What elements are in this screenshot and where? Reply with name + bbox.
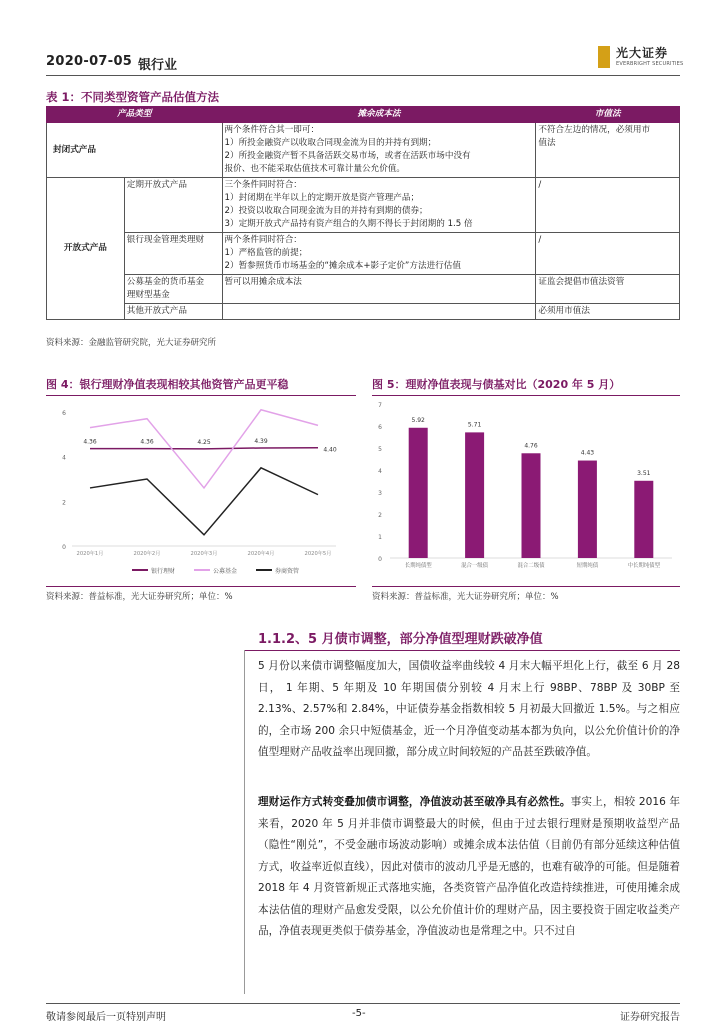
cell-line: 两个条件符合其一即可：	[224, 125, 320, 135]
brand-logo	[598, 44, 684, 72]
paragraph-1: 5 月份以来债市调整幅度加大，国债收益率曲线较 4 月末大幅平坦化上行，截至 6 月 28 日， 1 年期、5 年期及 10 年期国债分别较 4 月末上行 98BP、78BP 及 30BP 至 2.13%、2.57%和 2.84%，中证债券基金指数相较 5 月初最大回撤近 1.5%。与之相应的，全市场 200 余只中短债基金，近一个月净值变动基本都为负向，以公允价值计价的净值型理财产品收益率出现回撤，部分成立时间较短的产品甚至跌破净值。	[258, 660, 680, 758]
x-tick-label: 2020年4月	[247, 551, 275, 557]
bar	[409, 428, 428, 558]
y-tick-label: 0	[62, 544, 66, 551]
paragraph-2-body: 事实上，相较 2016 年来看，2020 年 5 月并非债市调整最大的时候，但由于过去银行理财是预期收益型产品（隐性“刚兑”，不受金融市场波动影响）或摊余成本法估值（目前仍有部分延续这种估值方式，收益率近似直线），因此对债市的波动几乎是无感的，也难有破净的可能。但是随着 2018 年 4 月资管新规正式落地实施，各类资管产品净值化改造持续推进，可使用摊余成本法估值的理财产品愈发受限，以公允价值计价的理财产品，因主要投资于固定收益类产品，净值表现更类似于债券基金，净值波动也是常理之中。只不过自	[258, 796, 681, 937]
footer-report-type: 证券研究报告	[620, 1012, 680, 1023]
cell-line: 两个条件同时符合：	[224, 235, 302, 245]
open-sub-label: 其他开放式产品	[124, 304, 222, 320]
data-label: 4.40	[323, 446, 337, 454]
valuation-table	[46, 106, 680, 320]
open-amortized-cell	[222, 233, 536, 275]
open-amortized-cell	[222, 304, 536, 320]
cell-line: 理财型基金	[126, 290, 170, 300]
paragraph-2-lead: 理财运作方式转变叠加债市调整，净值波动甚至破净具有必然性。	[258, 796, 571, 808]
x-tick-label: 长期纯债型	[404, 563, 432, 569]
paragraph-2	[258, 792, 680, 943]
cell-line: 2）投资以收取合同现金流为目的并持有到期的债券；	[224, 206, 428, 216]
cell-line: 2）所投金融资产暂不具备活跃交易市场，或者在活跃市场中没有	[224, 151, 471, 161]
open-product-label: 开放式产品	[47, 178, 125, 320]
figure5-rule	[372, 395, 680, 396]
figure5-bottom-rule	[372, 586, 680, 587]
y-tick-label: 3	[378, 490, 382, 497]
open-sub-label	[124, 275, 222, 304]
bar-value-label: 3.51	[637, 469, 651, 477]
figure4-source: 资料来源：普益标准，光大证券研究所；单位：%	[46, 592, 233, 602]
report-date: 2020-07-05	[46, 54, 133, 69]
x-tick-label: 混合一级债	[461, 563, 489, 569]
header-amortized-cost: 摊余成本法	[222, 107, 536, 123]
open-market-cell: /	[536, 178, 680, 233]
y-tick-label: 4	[378, 468, 382, 475]
figure4-rule	[46, 395, 356, 396]
footer-rule	[46, 1003, 680, 1004]
section-heading: 1.1.2、5 月债市调整，部分净值型理财跌破净值	[258, 632, 543, 647]
cell-line: 1）封闭期在半年以上的定期开放是资产管理产品；	[224, 193, 420, 203]
data-label: 4.25	[197, 438, 211, 446]
open-amortized-cell	[222, 178, 536, 233]
x-tick-label: 2020年5月	[304, 551, 332, 557]
cell-line: 1）所投金融资产以收取合同现金流为目的并持有到期；	[224, 138, 437, 148]
table-row	[47, 233, 680, 275]
bar-value-label: 4.43	[580, 449, 595, 457]
y-tick-label: 6	[378, 424, 382, 431]
open-market-cell: /	[536, 233, 680, 275]
cell-line: 不符合左边的情况，必须用市	[538, 125, 651, 135]
y-tick-label: 0	[378, 556, 382, 563]
legend-label: 公募基金	[213, 568, 238, 575]
open-market-cell: 必须用市值法	[536, 304, 680, 320]
table1-title: 表 1：不同类型资管产品估值方法	[46, 90, 220, 104]
open-sub-label: 定期开放式产品	[124, 178, 222, 233]
figure4-title: 图 4：银行理财净值表现相较其他资管产品更平稳	[46, 378, 289, 391]
cell-line: 三个条件同时符合：	[224, 180, 302, 190]
data-label: 4.36	[83, 438, 97, 446]
bar	[578, 461, 597, 558]
y-tick-label: 6	[62, 410, 66, 417]
cell-line: 值法	[538, 138, 556, 148]
closed-product-label: 封闭式产品	[47, 123, 223, 178]
series-line-券商资管	[90, 468, 318, 535]
table-header-row	[47, 107, 680, 123]
cell-line: 公募基金的货币基金	[126, 277, 205, 287]
logo-text: 光大证券	[616, 46, 669, 60]
figure4-chart	[46, 398, 356, 583]
table-row	[47, 123, 680, 178]
data-label: 4.39	[254, 437, 268, 445]
closed-amortized-cell	[222, 123, 536, 178]
header-rule	[46, 75, 680, 76]
x-tick-label: 2020年1月	[76, 551, 104, 557]
footer-disclaimer: 敬请参阅最后一页特别声明	[46, 1012, 166, 1023]
figure4-bottom-rule	[46, 586, 356, 587]
bar-value-label: 5.71	[467, 421, 482, 429]
y-tick-label: 2	[378, 512, 382, 519]
bar-value-label: 5.92	[411, 416, 425, 424]
bar	[522, 453, 541, 558]
open-sub-label: 银行现金管理类理财	[124, 233, 222, 275]
figure5-chart	[372, 398, 680, 583]
logo-mark-icon	[598, 46, 610, 68]
page-number: -5-	[352, 1008, 366, 1019]
bar-value-label: 4.76	[524, 442, 538, 450]
cell-line: 2）暂参照货币市场基金的“摊余成本+影子定价”方法进行估值	[224, 261, 461, 271]
table-row	[47, 178, 680, 233]
table-row	[47, 275, 680, 304]
series-line-银行理财	[90, 448, 318, 449]
x-tick-label: 2020年3月	[190, 551, 218, 557]
open-amortized-cell: 暂可以用摊余成本法	[222, 275, 536, 304]
cell-line: 报价、也不能采取估值技术可靠计量公允价值。	[224, 164, 406, 174]
x-tick-label: 短期纯债	[576, 563, 599, 569]
header-product-type: 产品类型	[47, 107, 223, 123]
data-label: 4.36	[140, 438, 154, 446]
bar	[634, 481, 653, 558]
y-tick-label: 2	[62, 499, 66, 507]
cell-line: 1）严格监管的前提；	[224, 248, 308, 258]
report-sector: 银行业	[138, 58, 178, 73]
x-tick-label: 中长期纯债型	[627, 563, 660, 569]
bar	[465, 432, 484, 558]
logo-subtext: EVERBRIGHT SECURITIES	[616, 61, 684, 67]
open-market-cell: 证监会提倡市值法资管	[536, 275, 680, 304]
legend-label: 券商资管	[275, 568, 300, 575]
section-rule	[244, 650, 680, 651]
cell-line: 3）定期开放式产品持有资产组合的久期不得长于封闭期的 1.5 倍	[224, 219, 473, 229]
table-row	[47, 304, 680, 320]
y-tick-label: 7	[378, 402, 382, 409]
y-tick-label: 5	[378, 446, 382, 453]
closed-market-cell	[536, 123, 680, 178]
x-tick-label: 混合二级债	[517, 563, 545, 569]
header-market-value: 市值法	[536, 107, 680, 123]
figure5-source: 资料来源：普益标准，光大证券研究所；单位：%	[372, 592, 559, 602]
legend-label: 银行理财	[151, 568, 176, 575]
section-side-rule	[244, 650, 245, 994]
x-tick-label: 2020年2月	[133, 551, 161, 557]
table1-source: 资料来源：金融监管研究院，光大证券研究所	[46, 338, 217, 348]
figure5-title: 图 5：理财净值表现与债基对比（2020 年 5 月）	[372, 378, 621, 391]
y-tick-label: 1	[378, 534, 382, 541]
y-tick-label: 4	[62, 454, 66, 462]
